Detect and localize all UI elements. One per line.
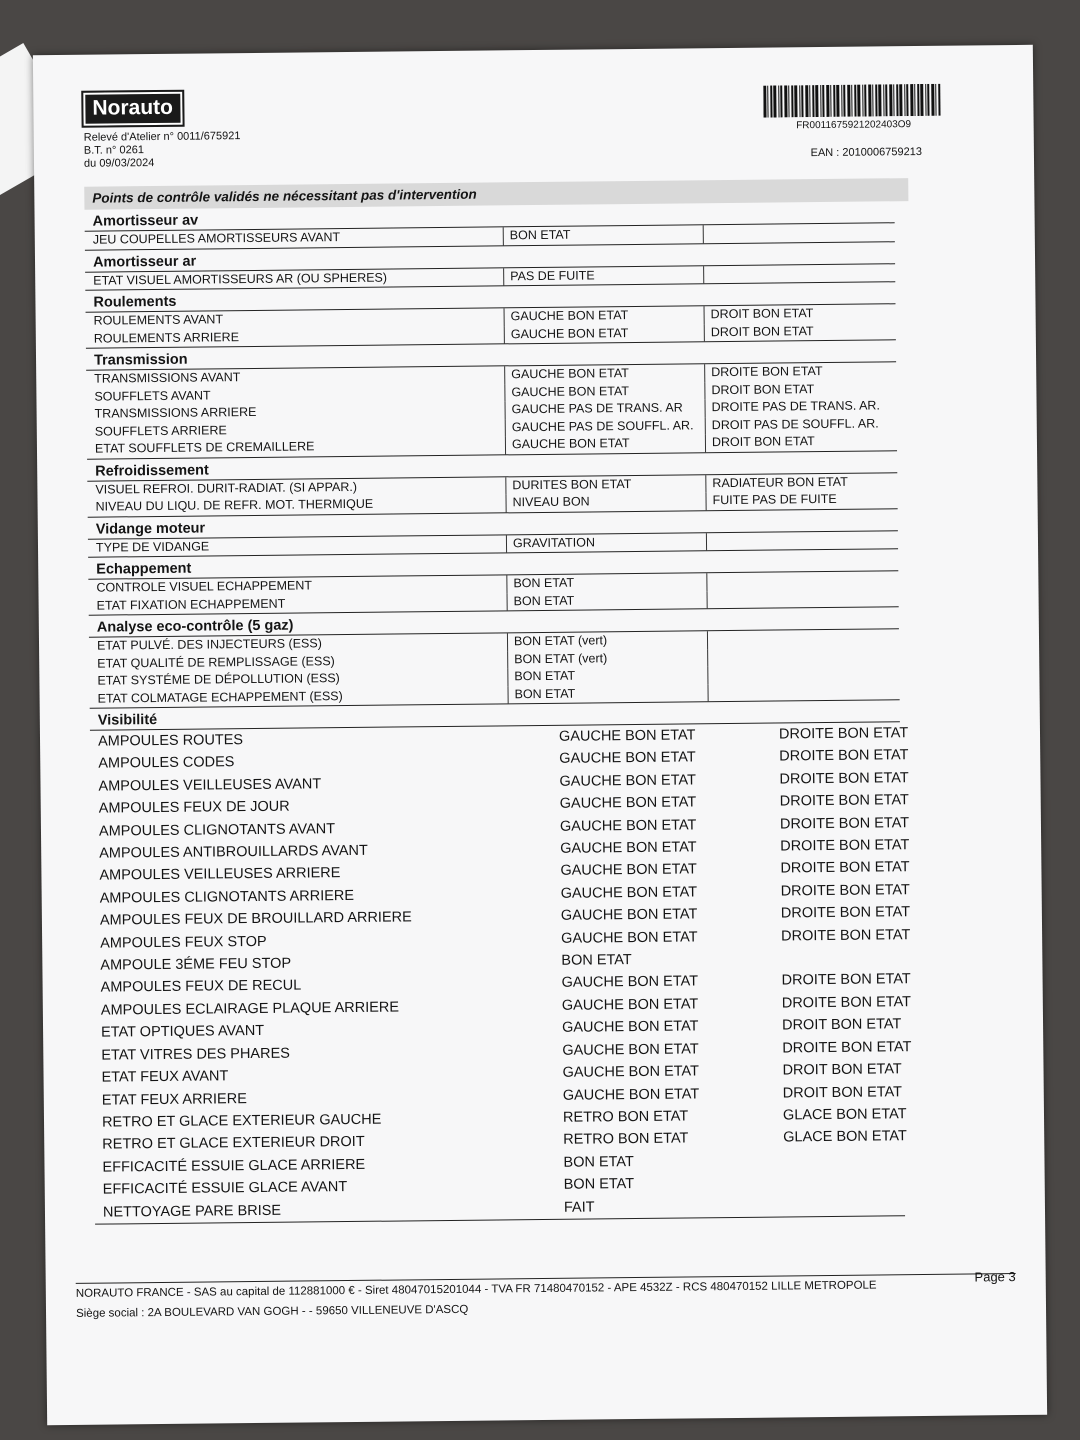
result-left: GAUCHE BON ETAT xyxy=(560,861,697,880)
control-point: CONTROLE VISUEL ECHAPPEMENT xyxy=(96,578,313,595)
control-point: ROULEMENTS ARRIERE xyxy=(93,329,240,346)
result-right: DROIT BON ETAT xyxy=(704,380,904,400)
result-right xyxy=(703,264,903,284)
result-right: DROITE BON ETAT xyxy=(779,747,909,765)
result-right: DROIT BON ETAT xyxy=(704,322,904,342)
control-point: ETAT PULVÉ. DES INJECTEURS (ESS) xyxy=(96,636,322,653)
result-right xyxy=(707,664,907,684)
result-left: BON ETAT (vert) xyxy=(507,631,707,651)
section-banner: Points de contrôle validés ne nécessitant pas d'intervention xyxy=(84,178,908,210)
header xyxy=(83,83,984,172)
result-left: GAUCHE PAS DE TRANS. AR xyxy=(505,399,705,419)
section-block xyxy=(88,550,989,615)
result-left: BON ETAT xyxy=(563,1176,635,1193)
section-title: Roulements xyxy=(85,284,895,312)
control-point: AMPOULES FEUX DE BROUILLARD ARRIERE xyxy=(99,909,412,929)
control-point: TRANSMISSIONS ARRIERE xyxy=(94,404,257,421)
result-left: GAUCHE BON ETAT xyxy=(561,973,699,992)
result-left: NIVEAU BON xyxy=(505,492,705,512)
result-left: GAUCHE BON ETAT xyxy=(562,1063,700,1081)
barcode-number: FR0011675921202403O9 xyxy=(796,119,912,132)
result-right xyxy=(706,589,906,609)
section-title: Transmission xyxy=(86,342,896,370)
result-left: PAS DE FUITE xyxy=(503,266,703,286)
result-right: DROITE BON ETAT xyxy=(780,837,910,855)
result-left: DURITES BON ETAT xyxy=(505,475,705,495)
result-left: BON ETAT xyxy=(507,591,707,611)
control-point: SOUFFLETS AVANT xyxy=(94,387,211,404)
control-point: SOUFFLETS ARRIERE xyxy=(94,422,227,439)
result-right: DROITE BON ETAT xyxy=(780,904,911,922)
result-left: RETRO BON ETAT xyxy=(563,1130,689,1149)
control-point: NIVEAU DU LIQU. DE REFR. MOT. THERMIQUE xyxy=(95,496,374,514)
result-right: DROITE BON ETAT xyxy=(780,859,910,877)
section-block xyxy=(84,202,984,250)
result-right xyxy=(703,223,903,243)
result-left: GAUCHE BON ETAT xyxy=(560,839,697,857)
result-left: GAUCHE BON ETAT xyxy=(559,772,696,790)
document-content xyxy=(83,83,995,1224)
result-right xyxy=(706,571,906,591)
result-right xyxy=(707,647,907,667)
section-title: Analyse eco-contrôle (5 gaz) xyxy=(89,609,899,637)
barcode-icon xyxy=(763,84,943,118)
result-right xyxy=(778,1192,958,1216)
result-left: GAUCHE BON ETAT xyxy=(562,1085,700,1104)
section-block xyxy=(89,608,990,708)
result-right: DROIT BON ETAT xyxy=(782,1083,903,1101)
releve-date: du 09/03/2024 xyxy=(83,157,155,170)
control-point: AMPOULES CLIGNOTANTS ARRIERE xyxy=(99,887,355,907)
control-point: VISUEL REFROI. DURIT-RADIAT. (SI APPAR.) xyxy=(95,479,358,497)
control-point: ETAT FEUX AVANT xyxy=(101,1068,229,1086)
result-left: RETRO BON ETAT xyxy=(562,1108,689,1126)
control-point: AMPOULES FEUX DE JOUR xyxy=(98,798,290,817)
section-block xyxy=(86,341,987,459)
control-point: ETAT SYSTÉME DE DÉPOLLUTION (ESS) xyxy=(97,671,340,688)
result-left: GAUCHE BON ETAT xyxy=(562,1041,699,1059)
control-point: AMPOULES CLIGNOTANTS AVANT xyxy=(98,820,336,840)
releve-number: Relevé d'Atelier n° 0011/675921 xyxy=(83,130,241,144)
result-left: BON ETAT (vert) xyxy=(507,649,707,669)
control-point: ETAT FIXATION ECHAPPEMENT xyxy=(96,596,286,613)
control-sections xyxy=(84,202,989,708)
result-left: BON ETAT xyxy=(507,684,707,704)
section-title: Refroidissement xyxy=(87,453,897,481)
section-block xyxy=(88,510,988,558)
result-left: BON ETAT xyxy=(507,666,707,686)
control-point: AMPOULES FEUX STOP xyxy=(100,933,267,952)
control-point: ETAT VISUEL AMORTISSEURS AR (OU SPHERES) xyxy=(93,270,388,288)
result-left: GAUCHE BON ETAT xyxy=(559,794,697,813)
control-point: AMPOULES VEILLEUSES AVANT xyxy=(98,776,322,795)
result-left: BON ETAT xyxy=(506,573,706,593)
control-point: AMPOULES FEUX DE RECUL xyxy=(100,977,302,997)
result-left: GAUCHE BON ETAT xyxy=(560,884,698,902)
result-left: BON ETAT xyxy=(503,225,703,245)
ean-code: EAN : 2010006759213 xyxy=(810,145,922,160)
control-point: AMPOULES CODES xyxy=(98,754,235,773)
result-left: GAUCHE BON ETAT xyxy=(561,929,698,947)
result-left: GAUCHE BON ETAT xyxy=(559,816,697,835)
section-title: Visibilité xyxy=(90,702,900,730)
result-left: GAUCHE BON ETAT xyxy=(561,996,699,1014)
barcode-block xyxy=(763,84,943,132)
company-info: NORAUTO FRANCE - SAS au capital de 112881000 € - Siret 48047015201044 - TVA FR 71480470152 - APE 4532Z - RCS 480470152 LILLE METROPOLE xyxy=(75,1279,877,1300)
result-left: GAUCHE BON ETAT xyxy=(504,324,704,344)
result-right: DROITE BON ETAT xyxy=(781,994,912,1012)
result-right xyxy=(706,531,906,551)
result-left: GAUCHE BON ETAT xyxy=(558,727,696,745)
result-right: DROIT BON ETAT xyxy=(781,1016,902,1034)
control-point: RETRO ET GLACE EXTERIEUR DROIT xyxy=(102,1134,365,1153)
result-right xyxy=(777,1147,957,1171)
result-left: GAUCHE PAS DE SOUFFL. AR. xyxy=(505,417,705,437)
control-point: AMPOULE 3ÉME FEU STOP xyxy=(100,955,292,974)
result-right: DROIT BON ETAT xyxy=(704,304,904,324)
control-point: TRANSMISSIONS AVANT xyxy=(94,370,241,386)
control-point: TYPE DE VIDANGE xyxy=(95,538,210,555)
section-block xyxy=(87,452,988,517)
result-right: DROIT BON ETAT xyxy=(705,432,905,452)
document-page xyxy=(33,45,1047,1425)
section-block xyxy=(85,283,986,348)
result-left: GAUCHE BON ETAT xyxy=(559,749,696,768)
result-right: DROITE BON ETAT xyxy=(779,814,910,833)
control-point: AMPOULES ROUTES xyxy=(97,732,244,750)
result-right: GLACE BON ETAT xyxy=(783,1128,907,1146)
result-left: BON ETAT xyxy=(563,1153,634,1171)
visibilite-table xyxy=(90,722,912,1224)
result-right: DROITE BON ETAT xyxy=(781,971,911,989)
section-title: Echappement xyxy=(88,551,898,579)
result-left: GAUCHE BON ETAT xyxy=(560,906,698,925)
result-right: DROITE BON ETAT xyxy=(778,725,909,743)
result-right: DROITE BON ETAT xyxy=(779,769,909,788)
section-table xyxy=(89,629,900,708)
section-table xyxy=(86,304,896,348)
section-table xyxy=(86,362,897,459)
section-block xyxy=(85,243,985,291)
control-point: NETTOYAGE PARE BRISE xyxy=(102,1202,282,1221)
bt-number: B.T. n° 0261 xyxy=(83,144,144,157)
result-right: DROITE BON ETAT xyxy=(704,362,904,382)
control-point: EFFICACITÉ ESSUIE GLACE ARRIERE xyxy=(102,1156,366,1176)
result-left: GAUCHE BON ETAT xyxy=(561,1018,699,1037)
result-left: FAIT xyxy=(563,1198,595,1216)
section-title: Amortisseur av xyxy=(84,203,894,231)
section-table xyxy=(87,473,897,517)
result-right: DROIT PAS DE SOUFFL. AR. xyxy=(705,415,905,435)
result-left: GAUCHE BON ETAT xyxy=(504,382,704,402)
result-right xyxy=(775,946,955,970)
result-right: DROITE BON ETAT xyxy=(782,1038,912,1057)
control-point: ETAT COLMATAGE ECHAPPEMENT (ESS) xyxy=(97,688,343,706)
control-point: AMPOULES ECLAIRAGE PLAQUE ARRIERE xyxy=(100,999,400,1019)
section-title: Vidange moteur xyxy=(88,511,898,539)
section-table xyxy=(88,571,898,615)
result-left: GAUCHE BON ETAT xyxy=(504,306,704,326)
norauto-logo: Norauto xyxy=(83,92,182,126)
result-right: GLACE BON ETAT xyxy=(782,1106,907,1124)
control-point: ETAT FEUX ARRIERE xyxy=(101,1090,247,1109)
control-point: ETAT QUALITÉ DE REMPLISSAGE (ESS) xyxy=(97,653,335,671)
result-right: FUITE PAS DE FUITE xyxy=(705,490,905,510)
control-point: ETAT OPTIQUES AVANT xyxy=(101,1023,265,1041)
control-point: ETAT SOUFFLETS DE CREMAILLERE xyxy=(94,439,315,456)
control-point: AMPOULES ANTIBROUILLARDS AVANT xyxy=(99,842,368,862)
result-right: RADIATEUR BON ETAT xyxy=(705,473,905,493)
section-visibilite xyxy=(90,701,995,1224)
result-right: DROITE BON ETAT xyxy=(781,926,911,945)
control-point: AMPOULES VEILLEUSES ARRIERE xyxy=(99,865,341,885)
result-right: DROITE BON ETAT xyxy=(780,881,910,900)
result-right: DROIT BON ETAT xyxy=(782,1061,902,1079)
result-right: DROITE BON ETAT xyxy=(779,792,909,810)
result-right xyxy=(778,1170,958,1194)
result-left: GRAVITATION xyxy=(506,533,706,553)
siege-social: Siège social : 2A BOULEVARD VAN GOGH - - 59650 VILLENEUVE D'ASCQ xyxy=(75,1303,469,1320)
result-right xyxy=(707,682,907,702)
result-left: GAUCHE BON ETAT xyxy=(504,364,704,384)
control-point: ETAT VITRES DES PHARES xyxy=(101,1045,290,1064)
result-left: BON ETAT xyxy=(561,952,632,969)
control-point: RETRO ET GLACE EXTERIEUR GAUCHE xyxy=(101,1111,382,1131)
result-left: GAUCHE BON ETAT xyxy=(505,434,705,454)
control-point: EFFICACITÉ ESSUIE GLACE AVANT xyxy=(102,1179,348,1198)
page-number: Page 3 xyxy=(974,1269,1016,1285)
control-point: ROULEMENTS AVANT xyxy=(93,312,224,328)
footer xyxy=(75,1269,1016,1324)
result-right xyxy=(707,629,907,649)
section-title: Amortisseur ar xyxy=(85,244,895,272)
control-point: JEU COUPELLES AMORTISSEURS AVANT xyxy=(92,230,341,247)
result-right: DROITE PAS DE TRANS. AR. xyxy=(704,397,904,417)
